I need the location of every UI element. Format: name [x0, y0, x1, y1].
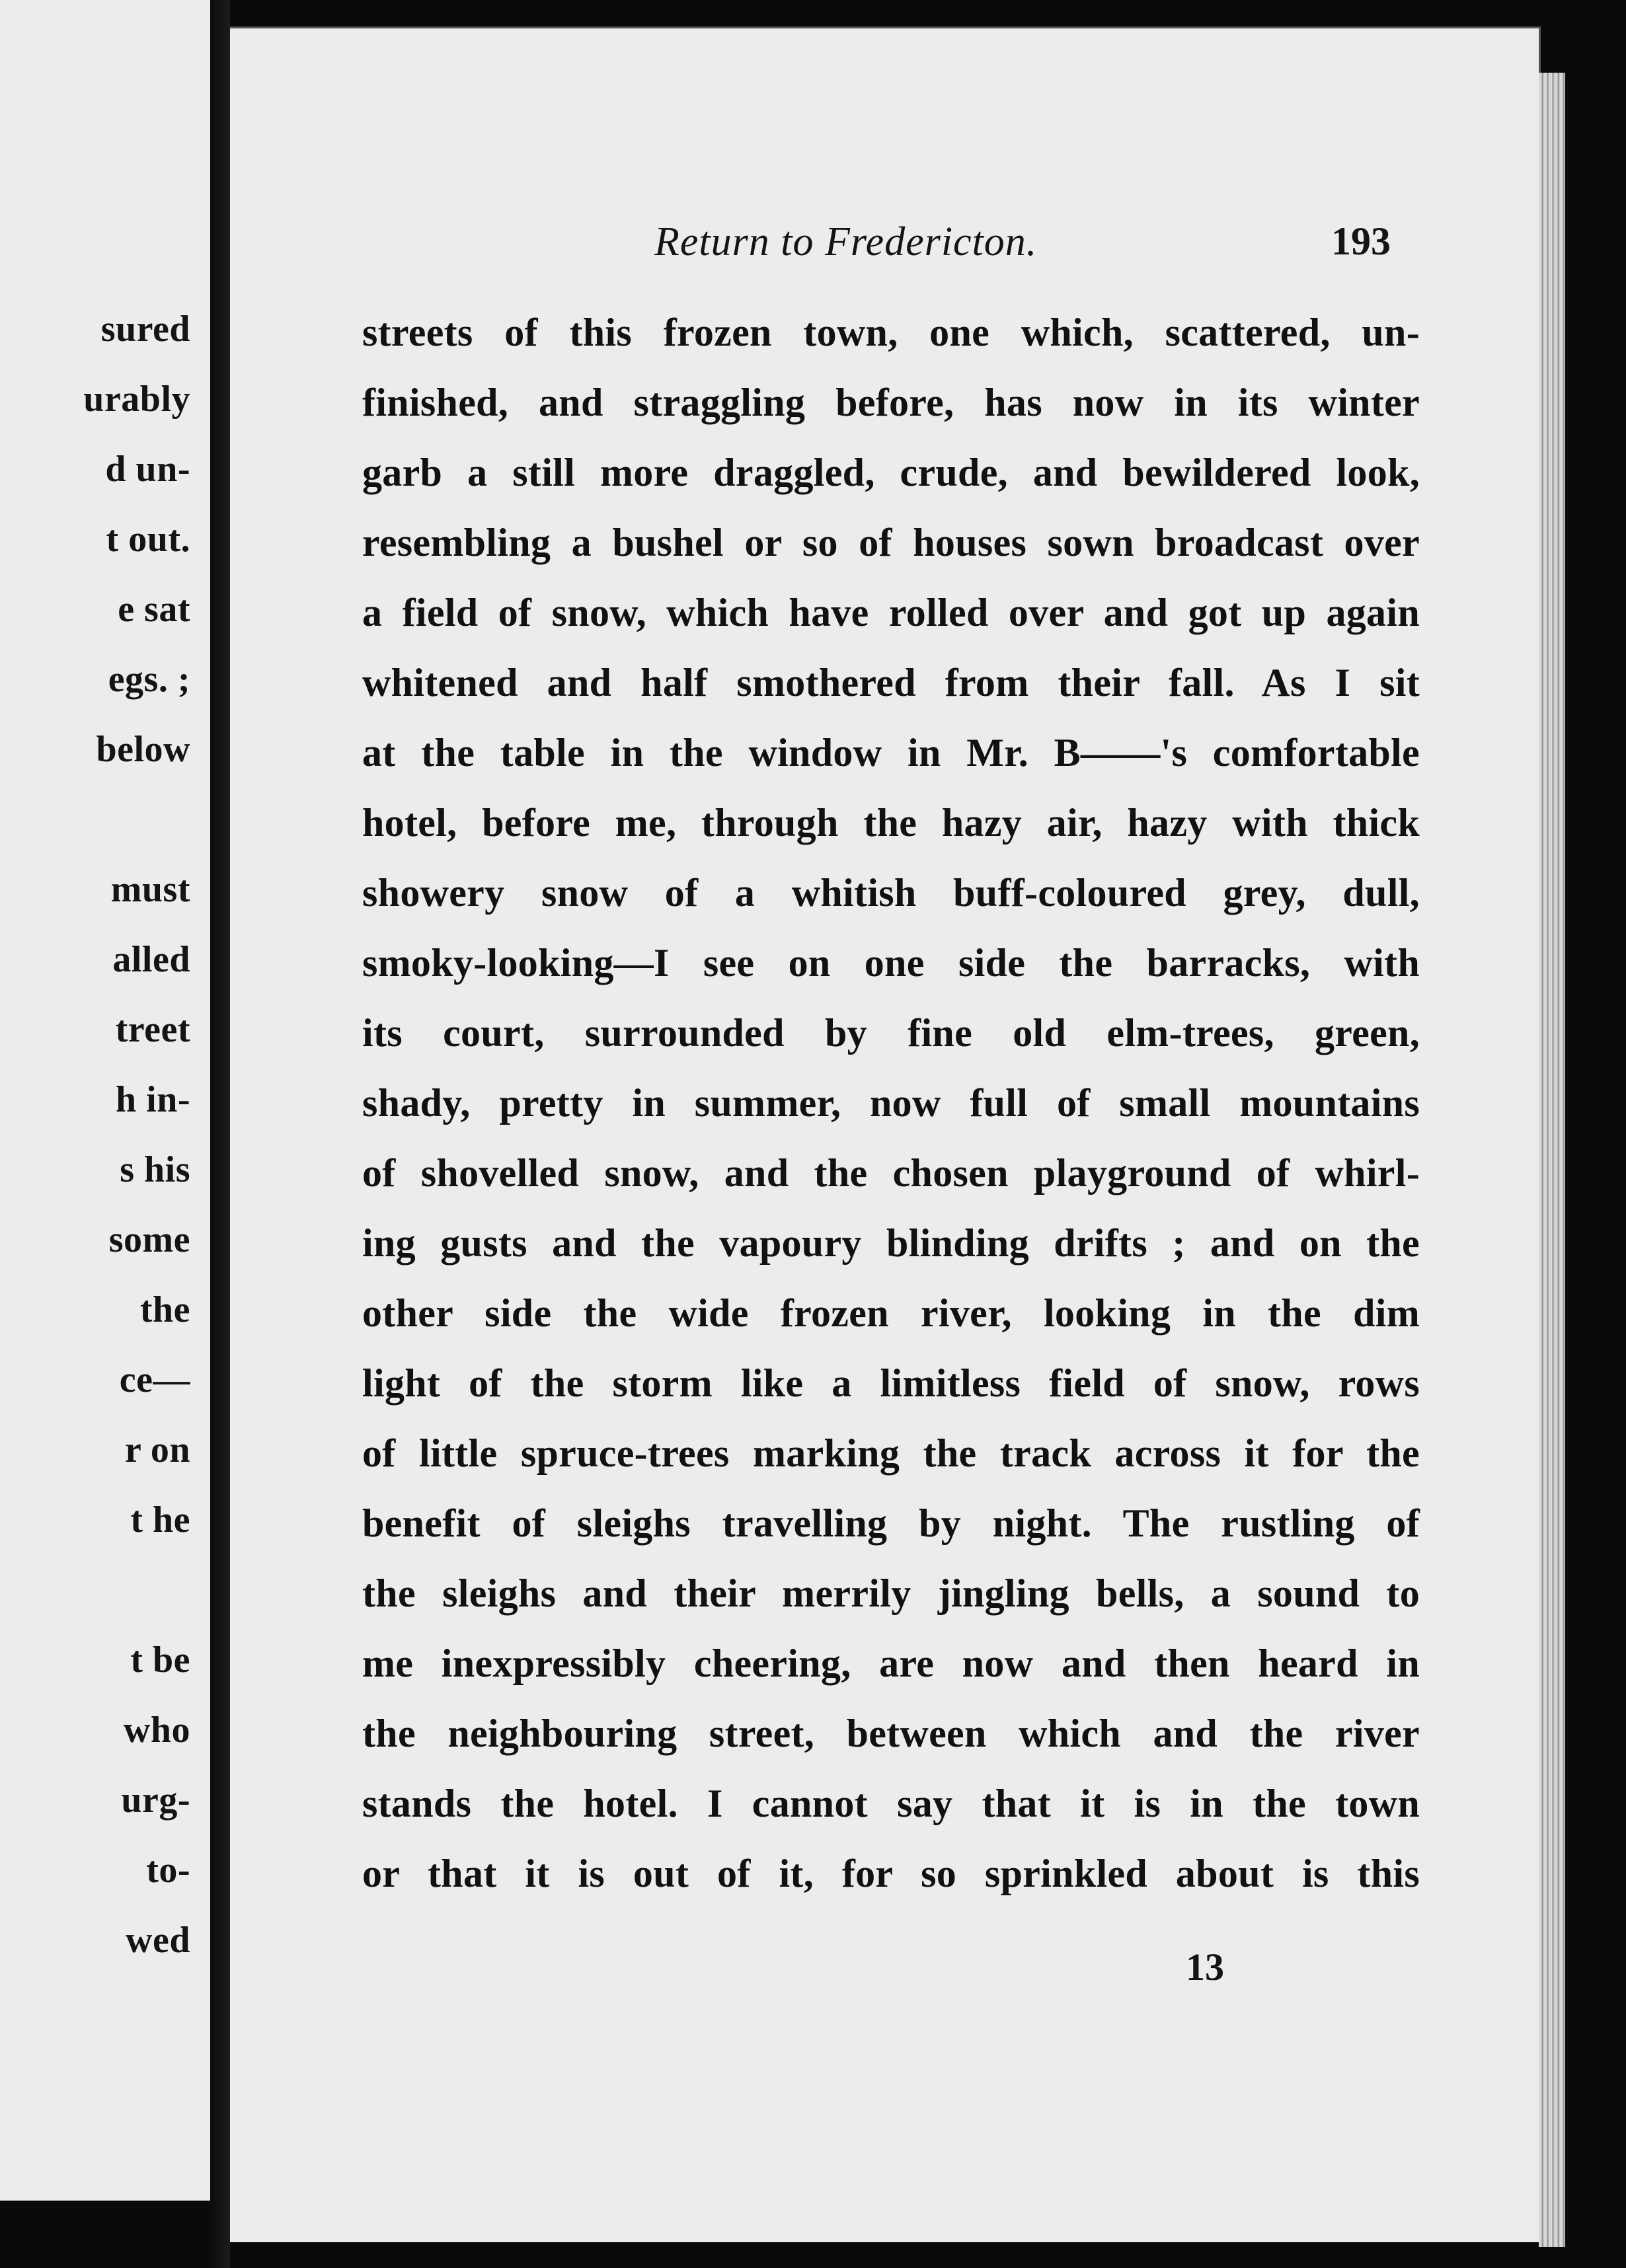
- left-text-fragment: treet: [115, 1009, 190, 1050]
- left-text-fragment: below: [96, 729, 190, 770]
- text-line: hotel, before me, through the hazy air, hazy with thick: [362, 801, 1420, 845]
- left-text-fragment: t out.: [106, 519, 190, 560]
- text-line: a field of snow, which have rolled over and got up again: [362, 591, 1420, 634]
- text-line: at the table in the window in Mr. B——'s comfortable: [362, 731, 1420, 775]
- left-text-fragment: some: [108, 1219, 190, 1260]
- body-text: [362, 28, 1420, 2011]
- text-line: its court, surrounded by fine old elm-trees, green,: [362, 1011, 1420, 1055]
- left-text-fragment: wed: [126, 1920, 190, 1961]
- text-line: whitened and half smothered from their fall. As I sit: [362, 661, 1420, 704]
- signature-mark: 13: [1186, 1946, 1224, 1988]
- text-line: finished, and straggling before, has now in its winter: [362, 381, 1420, 424]
- right-page: [230, 26, 1541, 2242]
- left-text-fragment: the: [139, 1289, 190, 1330]
- text-line: the sleighs and their merrily jingling bells, a sound to: [362, 1571, 1420, 1615]
- left-text-fragment: egs. ;: [108, 659, 190, 700]
- left-text-fragment: who: [123, 1710, 190, 1751]
- left-text-fragment: t be: [130, 1640, 190, 1681]
- left-text-fragment: must: [110, 869, 190, 910]
- text-line: other side the wide frozen river, looking in the dim: [362, 1291, 1420, 1335]
- left-text-fragment: to-: [146, 1850, 190, 1891]
- text-line: resembling a bushel or so of houses sown broadcast over: [362, 521, 1420, 564]
- left-text-fragment: t he: [130, 1499, 190, 1540]
- text-line: of shovelled snow, and the chosen playground of whirl-: [362, 1151, 1420, 1195]
- text-line: shady, pretty in summer, now full of small mountains: [362, 1081, 1420, 1125]
- left-text-fragment: s his: [120, 1149, 190, 1190]
- left-text-fragment: sured: [100, 309, 190, 350]
- page-number: 193: [1331, 219, 1391, 263]
- text-line: of little spruce-trees marking the track across it for the: [362, 1431, 1420, 1475]
- text-line: me inexpressibly cheering, are now and then heard in: [362, 1642, 1420, 1685]
- left-text-fragment: e sat: [118, 589, 190, 630]
- left-text-fragment: r on: [125, 1429, 190, 1470]
- text-line: the neighbouring street, between which and the river: [362, 1712, 1420, 1755]
- text-line: or that it is out of it, for so sprinkled about is this: [362, 1852, 1420, 1895]
- left-text-fragment: urably: [83, 379, 190, 420]
- page-stack-edge: [1539, 73, 1565, 2247]
- text-line: showery snow of a whitish buff-coloured grey, dull,: [362, 871, 1420, 915]
- running-title: Return to Fredericton.: [654, 219, 1038, 264]
- left-text-fragment: urg-: [121, 1780, 190, 1821]
- text-line: benefit of sleighs travelling by night. The rustling of: [362, 1501, 1420, 1545]
- book-gutter: [210, 0, 230, 2268]
- left-text-fragment: ce—: [119, 1359, 190, 1400]
- text-line: ing gusts and the vapoury blinding drifts ; and on the: [362, 1221, 1420, 1265]
- text-line: smoky-looking—I see on one side the barracks, with: [362, 941, 1420, 985]
- text-line: garb a still more draggled, crude, and bewildered look,: [362, 451, 1420, 494]
- left-text-fragment: alled: [112, 939, 190, 980]
- text-line: light of the storm like a limitless field of snow, rows: [362, 1361, 1420, 1405]
- left-text-fragment: h in-: [116, 1079, 190, 1120]
- text-line: streets of this frozen town, one which, scattered, un-: [362, 311, 1420, 354]
- left-text-fragment: d un-: [105, 449, 190, 490]
- left-page-fragment: [0, 0, 213, 2201]
- text-line: stands the hotel. I cannot say that it is in the town: [362, 1782, 1420, 1825]
